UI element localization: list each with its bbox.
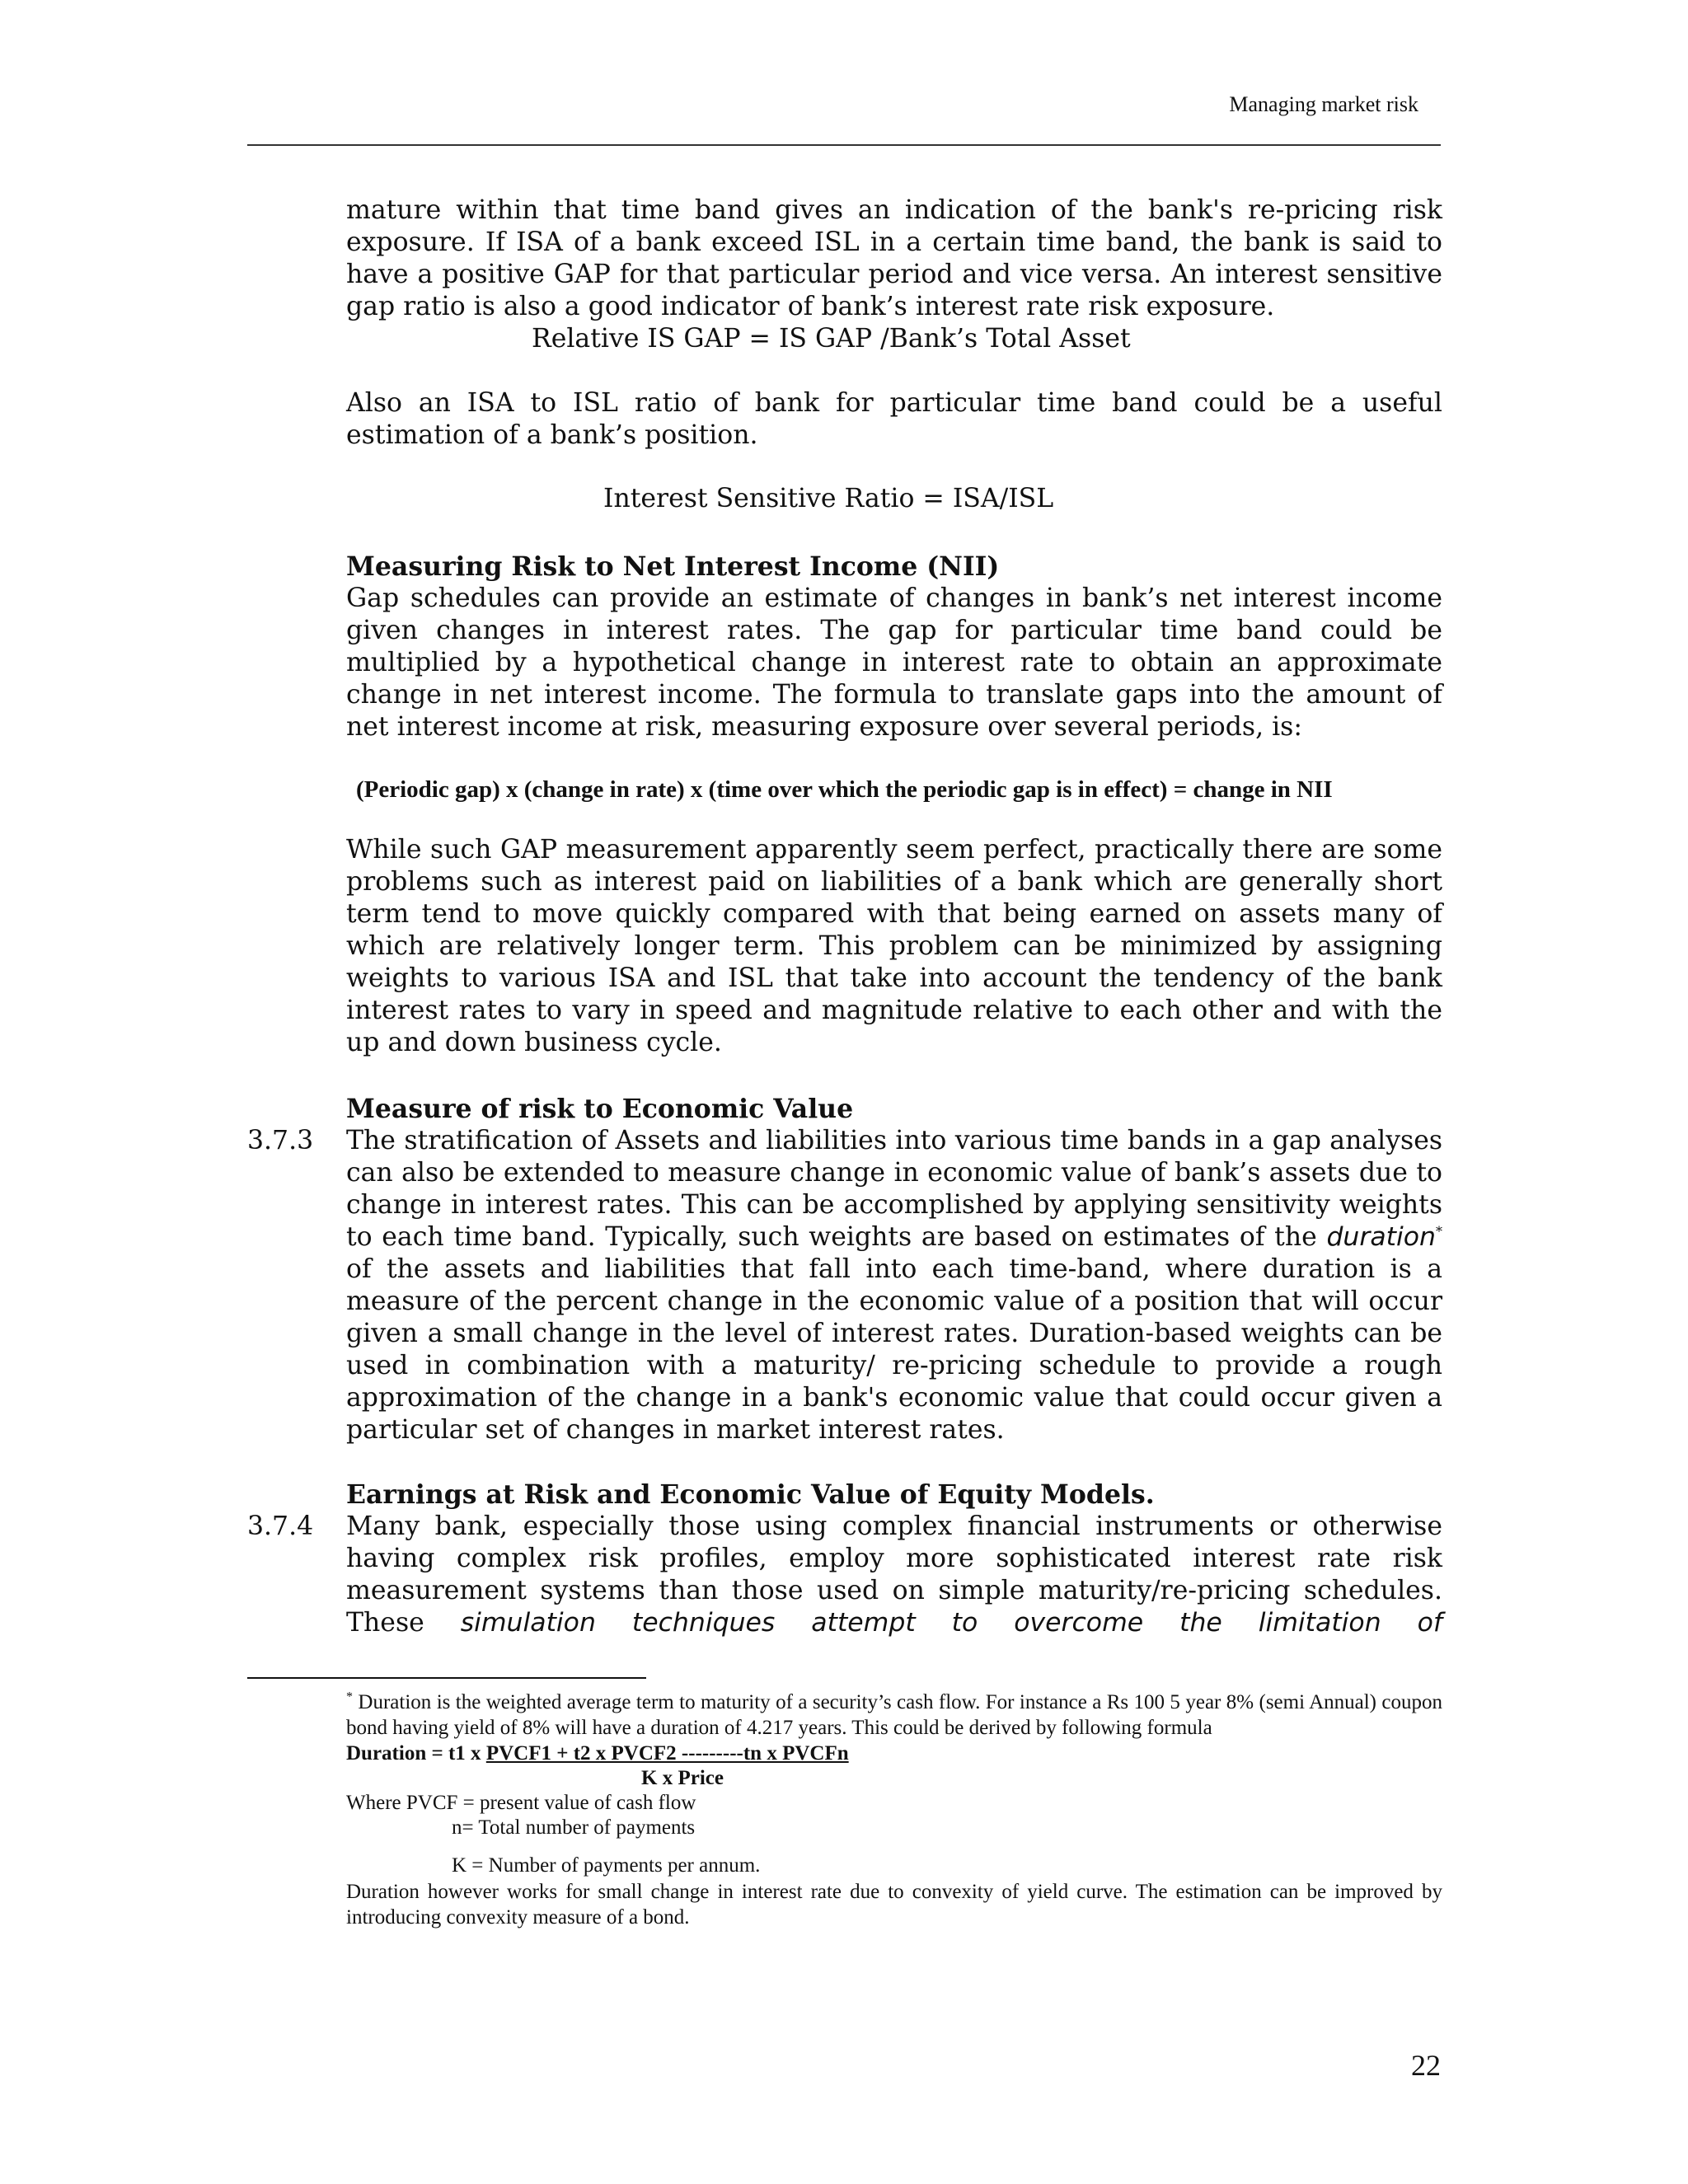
economic-value-section bbox=[346, 1125, 1442, 1446]
ear-text: Many bank, especially those using complex financial instruments or otherwise having complex risk profiles, employ more sophisticated interest rate risk measurement systems than those used on simple maturity/re-pricing schedules. These bbox=[346, 1511, 1442, 1638]
duration-term: duration bbox=[1326, 1222, 1436, 1252]
nii-paragraph-2: While such GAP measurement apparently seem perfect, practically there are some problems such as interest paid on liabilities of a bank which are generally short term tend to move quickly compared with that being earned on assets many of which are relatively longer term. This problem can be minimized by assigning weights to various ISA and ISL that take into account the tendency of the bank interest rates to vary in speed and magnitude relative to each other and with the up and down business cycle. bbox=[346, 835, 1442, 1057]
ear-italic-text: simulation techniques attempt to overcome the limitation of bbox=[460, 1608, 1442, 1638]
nii-paragraph: Gap schedules can provide an estimate of changes in bank’s net interest income given changes in interest rates. The gap for particular time band could be multiplied by a hypothetical change in interest rate to obtain an approximate change in net interest income. The formula to translate gaps into the amount of net interest income at risk, measuring exposure over several periods, is: bbox=[346, 583, 1442, 742]
footnote-k-line: K = Number of payments per annum. bbox=[452, 1854, 761, 1877]
ear-section bbox=[346, 1511, 1442, 1639]
economic-value-text-1: The stratification of Assets and liabilities into various time bands in a gap analyses can also be extended to measure change in economic value of bank’s assets due to change in interest rates. This can be accomplished by applying sensitivity weights to each time band. Typically, such weights are based on estimates of the bbox=[346, 1126, 1442, 1252]
nii-formula: (Periodic gap) x (change in rate) x (time over which the periodic gap is in effect) = change in NII bbox=[356, 776, 1333, 803]
footnote-where-line: Where PVCF = present value of cash flow bbox=[346, 1792, 696, 1814]
economic-value-paragraph bbox=[346, 1125, 1442, 1446]
duration-formula-label: Duration = t1 x bbox=[346, 1742, 486, 1765]
intro-section bbox=[346, 194, 1442, 323]
header-divider bbox=[247, 144, 1441, 146]
page-number: 22 bbox=[1411, 2049, 1441, 2082]
economic-value-heading-block bbox=[346, 1093, 1442, 1125]
footnote-divider bbox=[247, 1677, 646, 1679]
nii-heading: Measuring Risk to Net Interest Income (NII) bbox=[346, 551, 1000, 582]
economic-value-text-2: of the assets and liabilities that fall into each time-band, where duration is a measure of the percent change in the economic value of a position that will occur given a small change in the level of interest rates. Duration-based weights can be used in combination with a maturity/ re-pricing schedule to provide a rough approximation of the change in a bank's economic value that could occur given a particular set of changes in market interest rates. bbox=[346, 1254, 1442, 1445]
duration-formula bbox=[346, 1741, 1442, 1766]
ratio-section bbox=[346, 387, 1442, 452]
ratio-paragraph: Also an ISA to ISL ratio of bank for particular time band could be a useful estimation of a bank’s position. bbox=[346, 388, 1442, 450]
footnote-text bbox=[346, 1690, 1442, 1741]
ear-paragraph bbox=[346, 1511, 1442, 1639]
running-header: Managing market risk bbox=[1229, 92, 1418, 116]
ear-heading-block bbox=[346, 1479, 1442, 1511]
economic-value-heading: Measure of risk to Economic Value bbox=[346, 1094, 854, 1124]
intro-paragraph: mature within that time band gives an indication of the bank's re-pricing risk exposure. If ISA of a bank exceed ISL in a certain time band, the bank is said to have a positive GAP for that particular period and vice versa. An interest sensitive gap ratio is also a good indicator of bank’s interest rate risk exposure. bbox=[346, 195, 1442, 321]
section-number-3-7-3: 3.7.3 bbox=[247, 1126, 314, 1155]
footnote-closing: Duration however works for small change in interest rate due to convexity of yield curve. The estimation can be improved by introducing convexity measure of a bond. bbox=[346, 1881, 1442, 1929]
duration-formula-numerator: PVCF1 + t2 x PVCF2 ---------tn x PVCFn bbox=[485, 1742, 849, 1765]
ear-heading: Earnings at Risk and Economic Value of Equity Models. bbox=[346, 1479, 1155, 1510]
relative-gap-formula: Relative IS GAP = IS GAP /Bank’s Total Asset bbox=[532, 324, 1131, 354]
footnote-marker: * bbox=[1436, 1223, 1442, 1240]
footnote-n-line: n= Total number of payments bbox=[452, 1816, 696, 1839]
footnote-marker-bottom: * bbox=[346, 1690, 353, 1704]
duration-formula-denominator: K x Price bbox=[641, 1767, 724, 1789]
interest-sensitive-ratio-formula: Interest Sensitive Ratio = ISA/ISL bbox=[603, 484, 1054, 513]
nii-section bbox=[346, 551, 1442, 743]
footnote-line-1: Duration is the weighted average term to maturity of a security’s cash flow. For instance a Rs 100 5 year 8% (semi Annual) coupon bond having yield of 8% will have a duration of 4.217 years. This could be derived by following formula bbox=[346, 1691, 1443, 1739]
nii-paragraph-2-block bbox=[346, 834, 1442, 1059]
section-number-3-7-4: 3.7.4 bbox=[247, 1511, 314, 1541]
